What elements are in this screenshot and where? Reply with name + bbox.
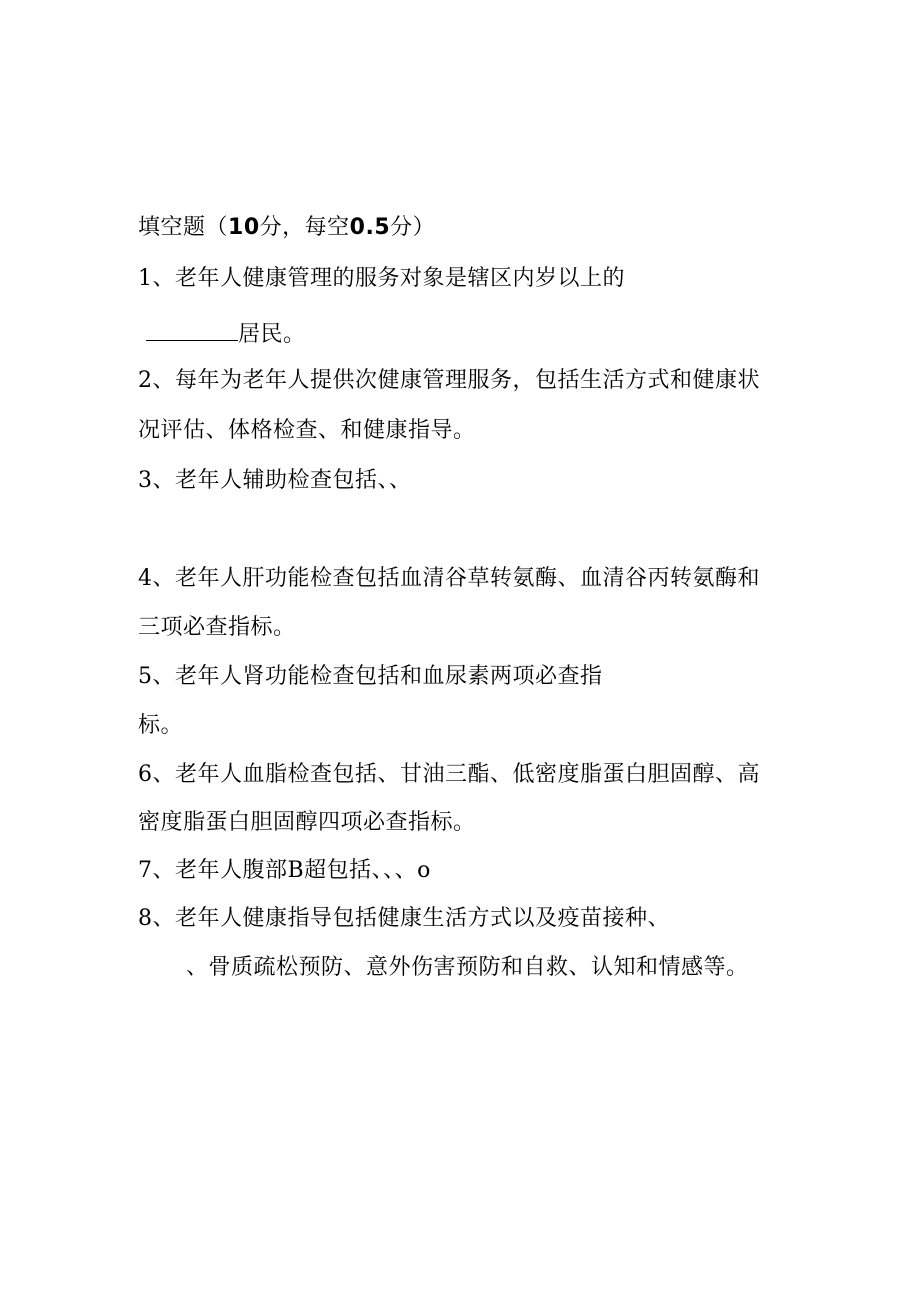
- question-5-line-1: 5、老年人肾功能检查包括和血尿素两项必查指: [138, 664, 603, 689]
- question-2-line-2: 况评估、体格检查、和健康指导。: [138, 418, 476, 443]
- question-1-line-1: 1、老年人健康管理的服务对象是辖区内岁以上的: [138, 266, 625, 291]
- question-1-line-2: [138, 318, 306, 350]
- title-middle: 分，每空: [259, 215, 350, 240]
- question-4-line-1: 4、老年人肝功能检查包括血清谷草转氨酶、血清谷丙转氨酶和: [138, 566, 760, 591]
- question-1-line-2-text: 居民。: [238, 322, 306, 347]
- question-8-line-2: 、骨质疏松预防、意外伤害预防和自救、认知和情感等。: [186, 955, 749, 980]
- question-6-line-2: 密度脂蛋白胆固醇四项必查指标。: [138, 810, 476, 835]
- question-3-line-1: 3、老年人辅助检查包括、、: [138, 468, 412, 493]
- title-suffix: 分）: [390, 215, 436, 240]
- question-5-line-2: 标。: [138, 713, 184, 738]
- title-blank-score: 0.5: [349, 215, 391, 240]
- title-prefix: 填空题（: [138, 215, 229, 240]
- fill-in-blank: [146, 318, 238, 341]
- section-title: [138, 213, 435, 243]
- question-8-line-1: 8、老年人健康指导包括健康生活方式以及疫苗接种、: [138, 906, 670, 931]
- title-total-score: 10: [228, 215, 260, 240]
- question-7-line-1: 7、老年人腹部B超包括、、、o: [138, 858, 431, 883]
- question-6-line-1: 6、老年人血脂检查包括、甘油三酯、低密度脂蛋白胆固醇、高: [138, 762, 760, 787]
- question-4-line-2: 三项必查指标。: [138, 615, 296, 640]
- question-2-line-1: 2、每年为老年人提供次健康管理服务，包括生活方式和健康状: [138, 368, 760, 393]
